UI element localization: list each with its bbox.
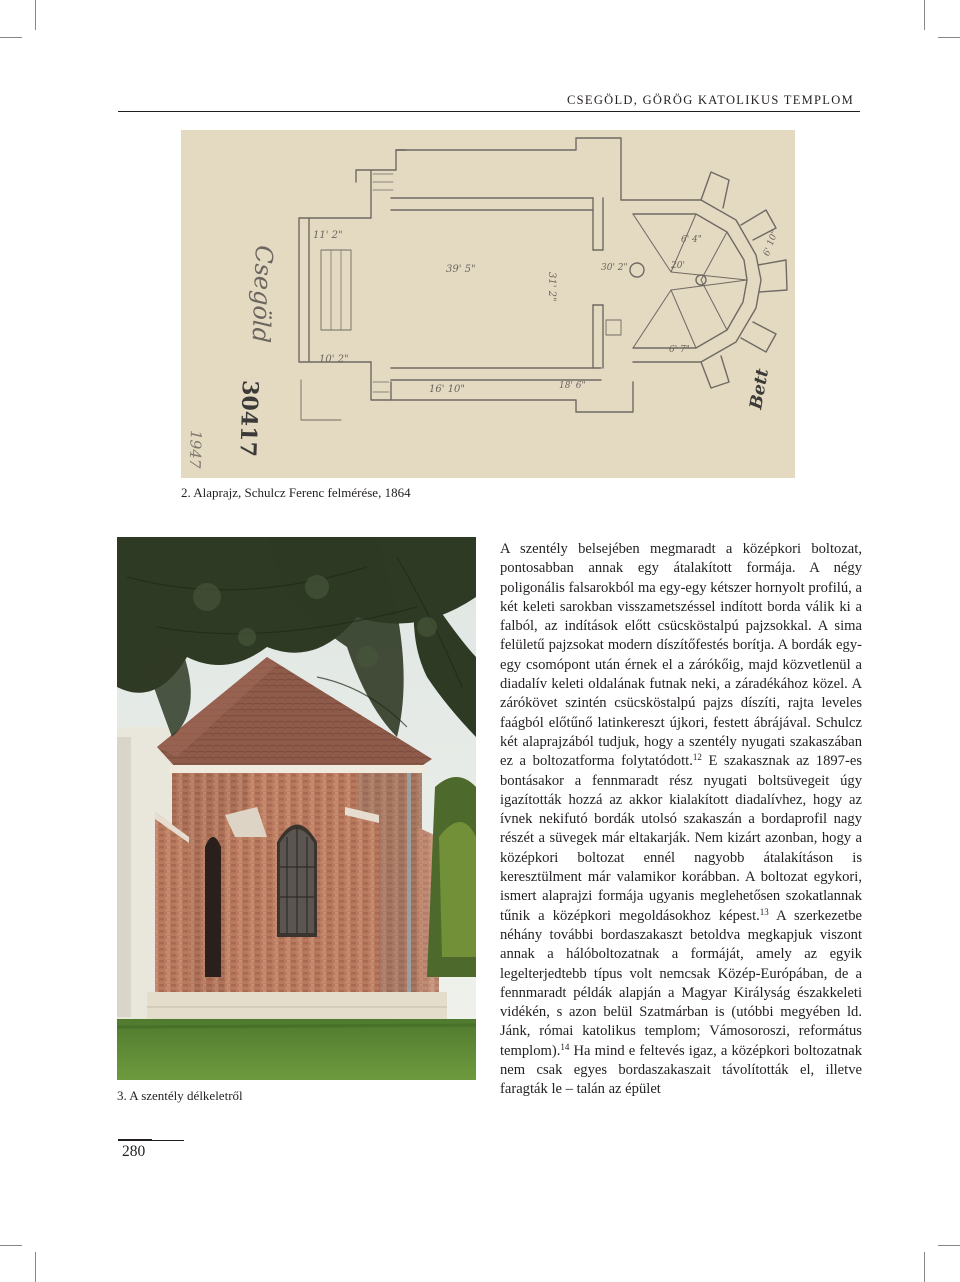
plan-dimension: 18' 6": [559, 381, 586, 391]
footnote-ref[interactable]: 14: [560, 1041, 570, 1052]
crop-mark: [35, 0, 36, 30]
running-head: CSEGÖLD, GÖRÖG KATOLIKUS TEMPLOM: [567, 93, 854, 107]
crop-mark: [938, 1245, 960, 1246]
body-paragraph: A szentély belsejében megmaradt a középkori boltozat, pontosabban annak egy átalakított formája. A négy poligonális falsarokból ma egy-egy kétszer hornyolt profilú, a két keleti sarokban visszametszéssel indított borda válik ki a falból, az indítások előtt csücsköstalpú pajzsokkal. A sima felületű pajzsokat modern díszítőfestés borítja. A bordák egy-egy csomópont után érnek el a zárókőig, majd közvetlenül a diadalív keleti oldalának futnak neki, a záradékához közel. A zárókövet szintén csücsköstalpú pajzs díszíti, rajta leveles faágból előtűnő latinkereszt újkori, festett ábrájával. Schulcz két alaprajzából tudjuk, hogy a szentély nyugati szakaszában ez a boltozatforma folytatódott.$^{12}$ E szakasznak az 1897-es bontásakor a fennmaradt rész nyugati boltsüvegeit úgy igazították hozzá az akkor kialakított diadalívhez, hogy az ívnek nekifutó bordák utolsó szakaszán a bordaprofil nagy részét a süvegek már eltakarják. Nem kizárt azonban, hogy a középkori boltozat ennél nagyobb átalakításon is keresztülment már valamikor korábban. A boltozat egykori, ismert alaprajzi formája ugyanis meglehetősen szokatlannak tűnik a középkori megoldásokhoz képest.$^{13}$ A szerkezetbe néhány további bordaszakaszt betoldva megkapjuk viszont annak a hálóboltozatnak a formáját, amely az egyik legelterjedtebb típus volt nemcsak Közép-Európában, de a fennmaradt példák alapján a Magyar Királyság északkeleti vidékén, s azon belül Szatmárban is (utóbbi megyében ld. Jánk, római katolikus templom; Vámosoroszi, református templom).$^{14}$ Ha mind e feltevés igaz, a középkori boltozatnak nem csak egyes bordaszakaszait távolították el, illetve faragták le – talán az épület: [500, 541, 863, 1098]
plan-note-year: 1947: [185, 429, 205, 469]
plan-dimension: 39' 5": [446, 264, 476, 275]
crop-mark: [35, 1252, 36, 1282]
figure-caption-plan: 2. Alaprajz, Schulcz Ferenc felmérése, 1864: [181, 485, 411, 500]
plan-dimension: 6' 7": [669, 345, 690, 355]
crop-mark: [924, 0, 925, 30]
plan-dimension: 31' 2": [546, 272, 557, 302]
plan-dimension: 16' 10": [429, 384, 465, 395]
plan-dimension: 11' 2": [313, 230, 343, 241]
plan-dimension: 20': [671, 261, 685, 271]
plan-dimension: 30' 2": [601, 263, 628, 273]
crop-mark: [924, 1252, 925, 1282]
plan-dimension: 6' 4": [681, 235, 702, 245]
plan-note-corner: Bett: [746, 367, 774, 411]
sanctuary-photo: [117, 537, 476, 1080]
floor-plan-drawing: [181, 130, 795, 478]
crop-mark: [938, 37, 960, 38]
figure-caption-photo: 3. A szentély délkeletről: [117, 1088, 243, 1103]
folio-rule-accent: [118, 1139, 152, 1141]
page-number: 280: [122, 1143, 146, 1160]
plan-note-place: Csegöld: [246, 244, 278, 344]
crop-mark: [0, 37, 22, 38]
footnote-ref[interactable]: 12: [692, 752, 702, 763]
body-text-column: [500, 540, 862, 1100]
plan-dimension: 10' 2": [319, 354, 349, 365]
plan-dimension: 6' 10": [762, 229, 781, 258]
footnote-ref[interactable]: 13: [759, 906, 769, 917]
crop-mark: [0, 1245, 22, 1246]
header-rule: [118, 111, 860, 112]
plan-note-number: 30417: [234, 379, 263, 458]
